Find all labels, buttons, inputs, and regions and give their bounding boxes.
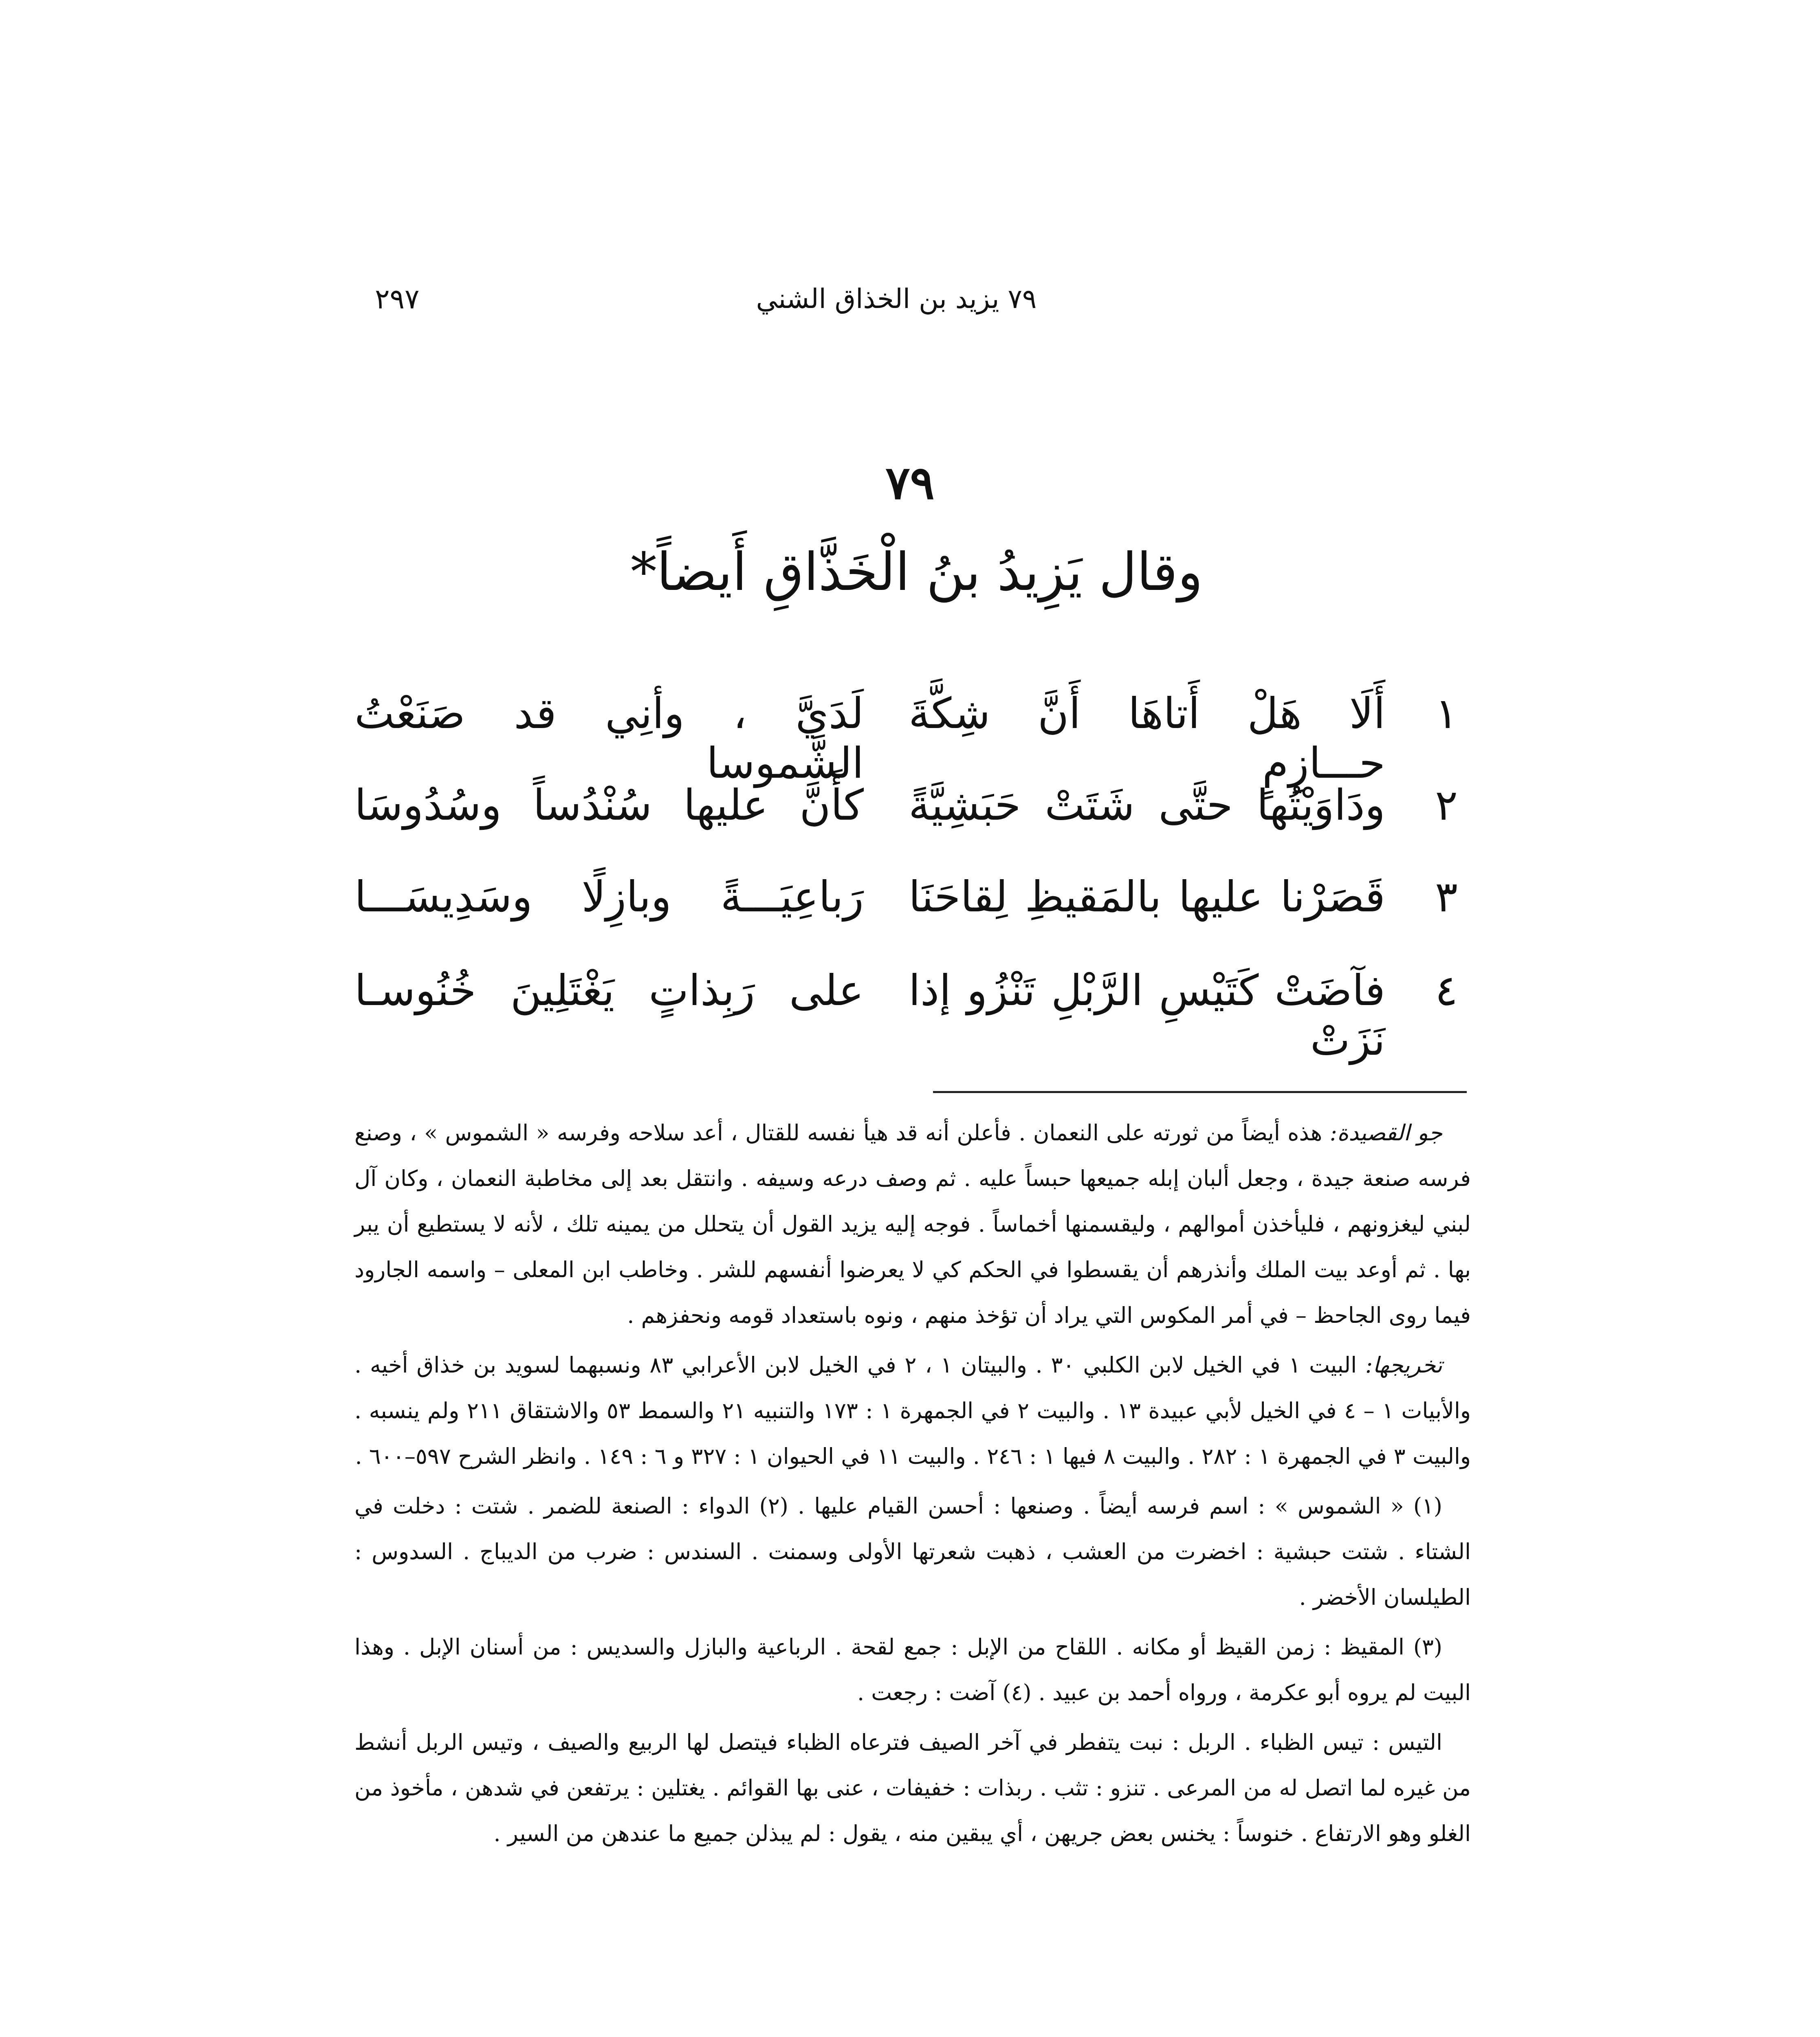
page-number: ٢٩٧ bbox=[375, 283, 420, 315]
verse-first-hemistich: ودَاوَيْتُها حتَّى شَتَتْ حَبَشِيَّةً bbox=[909, 780, 1385, 830]
note-context-label: جو القصيدة: bbox=[1329, 1120, 1442, 1146]
verse-row bbox=[0, 689, 1820, 788]
note-context-text: هذه أيضاً من ثورته على النعمان . فأعلن أنه قد هيأ نفسه للقتال ، أعد سلاحه وفرسه « الشموس » ، وصنع فرسه صنعة جيدة ، وجعل ألبان إبله جميعها حبساً عليه . ثم وصف درعه وسيفه . وانتقل بعد إلى مخاطبة النعمان ، وكان آل لبني ليغزونهم ، فليأخذن أموالهم ، وليقسمنها أخماساً . فوجه إليه يزيد القول أن يتحلل من يمينه تلك ، لأنه لا يستطيع أن يبر بها . ثم أوعد بيت الملك وأنذرهم أن يقسطوا في الحكم كي لا يعرضوا أنفسهم للشر . وخاطب ابن المعلى – واسمه الجارود فيما روى الجاحظ – في أمر المكوس التي يراد أن تؤخذ منهم ، ونوه باستعداد قومه ونحفزهم . bbox=[354, 1120, 1471, 1328]
verse-number: ١ bbox=[1435, 689, 1458, 738]
verse-second-hemistich: على رَبِذاتٍ يَغْتَلِينَ خُنُوسـا bbox=[354, 966, 864, 1015]
verse-number: ٤ bbox=[1435, 966, 1458, 1015]
poem-number: ٧٩ bbox=[885, 456, 935, 510]
verse-first-hemistich: فآضَتْ كَتَيْسِ الرَّبْلِ تَنْزُو إذا نَزَتْ bbox=[909, 966, 1385, 1065]
verse-row bbox=[0, 966, 1820, 1065]
verse-second-hemistich: لَدَيَّ ، وأنِي قد صَنَعْتُ الشَّموسا bbox=[354, 689, 864, 788]
note-gloss-3-4: (٣) المقيظ : زمن القيظ أو مكانه . اللقاح من الإبل : جمع لقحة . الرباعية والبازل والسديس : من أسنان الإبل . وهذا البيت لم يروه أبو عكرمة ، ورواه أحمد بن عبيد . (٤) آضت : رجعت . bbox=[354, 1634, 1471, 1705]
footnotes bbox=[354, 1110, 1471, 1861]
verse-number: ٣ bbox=[1435, 872, 1458, 922]
running-title: ٧٩ يزيد بن الخذاق الشني bbox=[756, 283, 1037, 315]
verse-second-hemistich: كأَنَّ عليها سُنْدُساً وسُدُوسَا bbox=[354, 780, 864, 830]
note-gloss-tays: التيس : تيس الظباء . الربل : نبت يتفطر في آخر الصيف فترعاه الظباء فيتصل لها الربيع والصيف ، وتيس الربل أنشط من غيره لما اتصل له من المرعى . تنزو : تثب . ربذات : خفيفات ، عنى بها القوائم . يغتلين : يرتفعن في شدهن ، مأخوذ من الغلو وهو الارتفاع . خنوساً : يخنس بعض جريهن ، أي يبقين منه ، يقول : لم يبذلن جميع ما عندهن من السير . bbox=[354, 1729, 1471, 1846]
note-takhrij-text: البيت ١ في الخيل لابن الكلبي ٣٠ . والبيتان ١ ، ٢ في الخيل لابن الأعرابي ٨٣ ونسبهما لسويد بن خذاق أخيه . والأبيات ١ – ٤ في الخيل لأبي عبيدة ١٣ . والبيت ٢ في الجمهرة ١ : ١٧٣ والتنبيه ٢١ والسمط ٥٣ والاشتقاق ٢١١ ولم ينسبه . والبيت ٣ في الجمهرة ١ : ٢٨٢ . والبيت ٨ فيها ١ : ٢٤٦ . والبيت ١١ في الحيوان ١ : ٣٢٧ و ٦ : ١٤٩ . وانظر الشرح ٥٩٧–٦٠٠ . bbox=[354, 1352, 1471, 1469]
poem-title: وقال يَزِيدُ بنُ الْخَذَّاقِ أَيضاً* bbox=[630, 542, 1203, 603]
note-gloss-1-2: (١) « الشموس » : اسم فرسه أيضاً . وصنعها : أحسن القيام عليها . (٢) الدواء : الصنعة للضمر . شتت : دخلت في الشتاء . شتت حبشية : اخضرت من العشب ، ذهبت شعرتها الأولى وسمنت . السندس : ضرب من الديباج . السدوس : الطيلسان الأخضر . bbox=[354, 1493, 1471, 1610]
verse-number: ٢ bbox=[1435, 780, 1458, 830]
verse-row bbox=[0, 780, 1820, 858]
verse-second-hemistich: رَباعِيَـــةً وبازِلًا وسَدِيسَـــا bbox=[354, 872, 864, 922]
note-takhrij-label: تخريجها: bbox=[1365, 1352, 1442, 1378]
verse-first-hemistich: أَلَا هَلْ أَتاهَا أَنَّ شِكَّةَ حـــازِمٍ bbox=[909, 689, 1385, 788]
running-header bbox=[0, 283, 1820, 332]
note-context bbox=[354, 1110, 1471, 1338]
verse-row bbox=[0, 872, 1820, 949]
verse-first-hemistich: قَصَرْنا عليها بالمَقيظِ لِقاحَنَا bbox=[909, 872, 1385, 922]
note-takhrij bbox=[354, 1342, 1471, 1479]
footnote-divider bbox=[933, 1091, 1467, 1093]
